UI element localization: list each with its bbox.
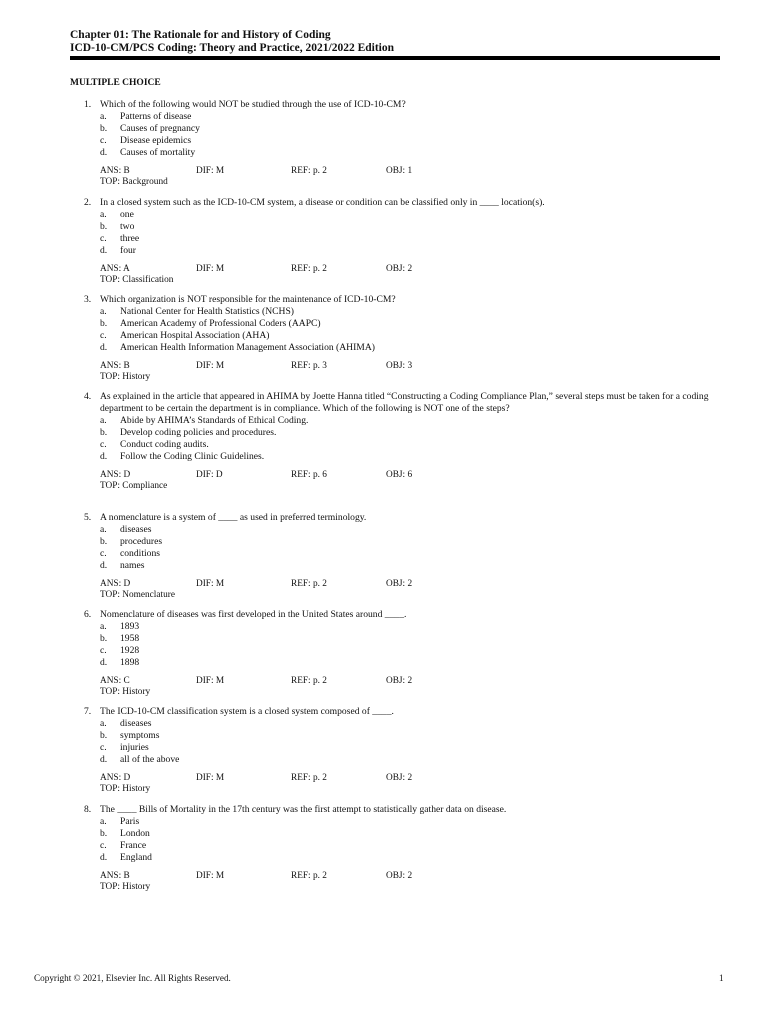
question-6 [84, 609, 724, 698]
choice-list [100, 718, 724, 766]
objective: OBJ: 2 [386, 579, 413, 589]
difficulty: DIF: D [196, 470, 223, 480]
objective: OBJ: 2 [386, 676, 413, 686]
question-8 [84, 804, 724, 893]
reference: REF: p. 2 [291, 166, 327, 176]
choice-list [100, 524, 724, 572]
choice-c: c. conditions [100, 548, 160, 559]
choice-d: d. 1898 [100, 657, 140, 668]
chapter-title: Chapter 01: The Rationale for and History of Coding [70, 29, 331, 41]
answer-meta [100, 773, 724, 795]
topic: TOP: Background [100, 177, 168, 187]
book-title: ICD-10-CM/PCS Coding: Theory and Practice, 2021/2022 Edition [70, 42, 395, 54]
choice-c: c. injuries [100, 742, 149, 753]
question-5 [84, 512, 724, 601]
choice-d: d. Follow the Coding Clinic Guidelines. [100, 451, 265, 462]
choice-b: b. two [100, 221, 135, 232]
question-number: 6. [84, 609, 92, 620]
choice-b: b. procedures [100, 536, 163, 547]
answer-meta [100, 676, 724, 698]
objective: OBJ: 2 [386, 773, 413, 783]
objective: OBJ: 2 [386, 264, 413, 274]
objective: OBJ: 3 [386, 361, 413, 371]
topic: TOP: Compliance [100, 481, 168, 491]
choice-a: a. Abide by AHIMA’s Standards of Ethical Coding. [100, 415, 309, 426]
choice-c: c. American Hospital Association (AHA) [100, 330, 270, 341]
choice-list [100, 816, 724, 864]
choice-b: b. Develop coding policies and procedures. [100, 427, 277, 438]
reference: REF: p. 2 [291, 264, 327, 274]
answer: ANS: D [100, 579, 131, 589]
question-number: 8. [84, 804, 92, 815]
choice-a: a. diseases [100, 718, 152, 729]
topic: TOP: Classification [100, 275, 174, 285]
page-header [70, 29, 720, 55]
question-stem: The ____ Bills of Mortality in the 17th century was the first attempt to statistically gather data on disease. [100, 804, 507, 815]
reference: REF: p. 2 [291, 676, 327, 686]
answer-meta [100, 166, 724, 188]
question-stem: The ICD-10-CM classification system is a closed system composed of ____. [100, 706, 394, 717]
answer: ANS: B [100, 166, 130, 176]
choice-a: a. Paris [100, 816, 140, 827]
answer: ANS: C [100, 676, 130, 686]
choice-d: d. American Health Information Management Association (AHIMA) [100, 342, 375, 353]
question-number: 5. [84, 512, 92, 523]
choice-d: d. England [100, 852, 152, 863]
choice-b: b. symptoms [100, 730, 160, 741]
choice-list [100, 306, 724, 354]
answer-meta [100, 361, 724, 383]
answer-meta [100, 470, 724, 492]
choice-c: c. 1928 [100, 645, 140, 656]
choice-d: d. four [100, 245, 136, 256]
question-stem: Nomenclature of diseases was first developed in the United States around ____. [100, 609, 407, 620]
choice-list [100, 209, 724, 257]
choice-b: b. Causes of pregnancy [100, 123, 200, 134]
question-4 [84, 391, 724, 492]
choice-list [100, 415, 724, 463]
question-number: 7. [84, 706, 92, 717]
question-stem: In a closed system such as the ICD-10-CM system, a disease or condition can be classified only in ____ location(s). [100, 197, 545, 208]
difficulty: DIF: M [196, 361, 225, 371]
choice-d: d. names [100, 560, 145, 571]
answer: ANS: D [100, 470, 131, 480]
answer: ANS: A [100, 264, 130, 274]
difficulty: DIF: M [196, 166, 225, 176]
difficulty: DIF: M [196, 264, 225, 274]
choice-c: c. three [100, 233, 140, 244]
choice-a: a. National Center for Health Statistics (NCHS) [100, 306, 294, 317]
question-number: 2. [84, 197, 92, 208]
topic: TOP: History [100, 882, 151, 892]
copyright-notice: Copyright © 2021, Elsevier Inc. All Rights Reserved. [34, 973, 231, 983]
difficulty: DIF: M [196, 676, 225, 686]
answer-meta [100, 264, 724, 286]
choice-b: b. London [100, 828, 150, 839]
question-3 [84, 294, 724, 383]
question-stem: A nomenclature is a system of ____ as used in preferred terminology. [100, 512, 367, 523]
question-number: 3. [84, 294, 92, 305]
choice-a: a. one [100, 209, 134, 220]
answer: ANS: D [100, 773, 131, 783]
reference: REF: p. 2 [291, 871, 327, 881]
answer: ANS: B [100, 361, 130, 371]
choice-d: d. all of the above [100, 754, 180, 765]
question-1 [84, 99, 724, 188]
page-number: 1 [719, 973, 724, 983]
question-2 [84, 197, 724, 286]
section-title: MULTIPLE CHOICE [70, 78, 161, 88]
reference: REF: p. 3 [291, 361, 327, 371]
header-rule [70, 56, 720, 60]
choice-c: c. Conduct coding audits. [100, 439, 209, 450]
topic: TOP: History [100, 372, 151, 382]
choice-c: c. France [100, 840, 147, 851]
answer-meta [100, 871, 724, 893]
choice-d: d. Causes of mortality [100, 147, 196, 158]
question-number: 4. [84, 391, 92, 402]
choice-c: c. Disease epidemics [100, 135, 192, 146]
choice-list [100, 111, 724, 159]
reference: REF: p. 2 [291, 773, 327, 783]
question-stem: As explained in the article that appeared in AHIMA by Joette Hanna titled “Constructing a Coding Compliance Plan,” several steps must be taken for a coding department to be certain the department is in compliance. Which of the following is NOT one of the steps? [100, 391, 709, 414]
topic: TOP: History [100, 784, 151, 794]
question-stem: Which of the following would NOT be studied through the use of ICD-10-CM? [100, 99, 406, 110]
question-stem: Which organization is NOT responsible for the maintenance of ICD-10-CM? [100, 294, 396, 305]
topic: TOP: Nomenclature [100, 590, 175, 600]
difficulty: DIF: M [196, 773, 225, 783]
topic: TOP: History [100, 687, 151, 697]
choice-a: a. Patterns of disease [100, 111, 192, 122]
objective: OBJ: 1 [386, 166, 413, 176]
reference: REF: p. 2 [291, 579, 327, 589]
question-7 [84, 706, 724, 795]
answer-meta [100, 579, 724, 601]
choice-a: a. diseases [100, 524, 152, 535]
difficulty: DIF: M [196, 871, 225, 881]
choice-b: b. American Academy of Professional Coders (AAPC) [100, 318, 321, 329]
choice-a: a. 1893 [100, 621, 140, 632]
objective: OBJ: 6 [386, 470, 413, 480]
answer: ANS: B [100, 871, 130, 881]
reference: REF: p. 6 [291, 470, 327, 480]
choice-list [100, 621, 724, 669]
choice-b: b. 1958 [100, 633, 140, 644]
question-number: 1. [84, 99, 92, 110]
difficulty: DIF: M [196, 579, 225, 589]
objective: OBJ: 2 [386, 871, 413, 881]
